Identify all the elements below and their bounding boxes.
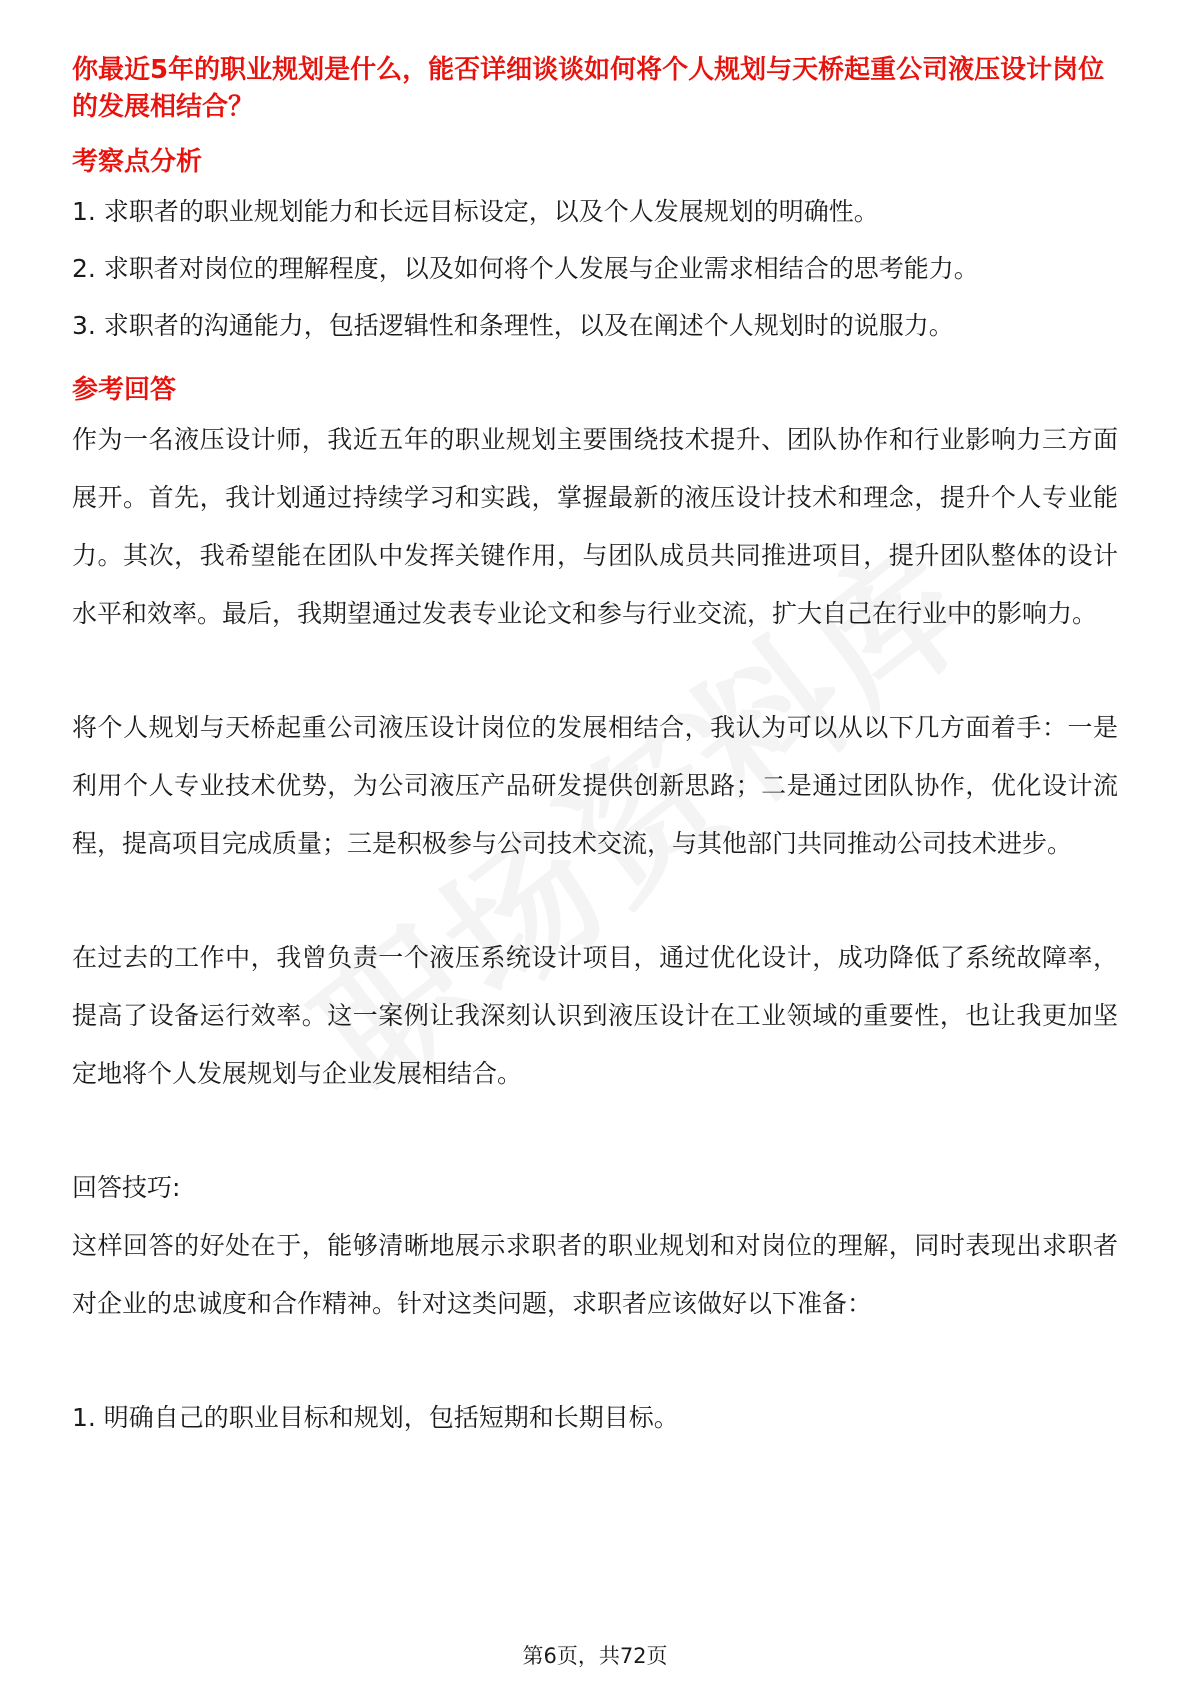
tips-label: 回答技巧: [72,1173,181,1202]
paragraph-gap [72,873,1118,929]
tips-paragraph: 这样回答的好处在于，能够清晰地展示求职者的职业规划和对岗位的理解，同时表现出求职者对企业的忠诚度和合作精神。针对这类问题，求职者应该做好以下准备： [72,1231,1118,1318]
page-number: 第6页，共72页 [522,1644,668,1668]
answer-paragraph-1: 作为一名液压设计师，我近五年的职业规划主要围绕技术提升、团队协作和行业影响力三方面展开。首先，我计划通过持续学习和实践，掌握最新的液压设计技术和理念，提升个人专业能力。其次，我希望能在团队中发挥关键作用，与团队成员共同推进项目，提升团队整体的设计水平和效率。最后，我期望通过发表专业论文和参与行业交流，扩大自己在行业中的影响力。 [72,425,1118,628]
answer-body [72,411,1118,1447]
question-heading: 你最近5年的职业规划是什么，能否详细谈谈如何将个人规划与天桥起重公司液压设计岗位的发展相结合？ [72,55,1105,122]
analysis-points [72,193,1118,344]
answer-paragraph-2: 将个人规划与天桥起重公司液压设计岗位的发展相结合，我认为可以从以下几方面着手：一是利用个人专业技术优势，为公司液压产品研发提供创新思路；二是通过团队协作，优化设计流程，提高项目完成质量；三是积极参与公司技术交流，与其他部门共同推动公司技术进步。 [72,713,1118,858]
answer-paragraph-3: 在过去的工作中，我曾负责一个液压系统设计项目，通过优化设计，成功降低了系统故障率，提高了设备运行效率。这一案例让我深刻认识到液压设计在工业领域的重要性，也让我更加坚定地将个人发展规划与企业发展相结合。 [72,943,1118,1088]
analysis-point-3: 3. 求职者的沟通能力，包括逻辑性和条理性，以及在阐述个人规划时的说服力。 [72,311,954,340]
tips-item-1: 1. 明确自己的职业目标和规划，包括短期和长期目标。 [72,1403,679,1432]
paragraph-gap [72,1333,1118,1389]
analysis-title: 考察点分析 [72,147,203,177]
page-content [72,52,1118,1447]
analysis-point-2: 2. 求职者对岗位的理解程度，以及如何将个人发展与企业需求相结合的思考能力。 [72,254,979,283]
paragraph-gap [72,643,1118,699]
answer-title: 参考回答 [72,375,177,405]
analysis-point-1: 1. 求职者的职业规划能力和长远目标设定，以及个人发展规划的明确性。 [72,197,879,226]
paragraph-gap [72,1103,1118,1159]
